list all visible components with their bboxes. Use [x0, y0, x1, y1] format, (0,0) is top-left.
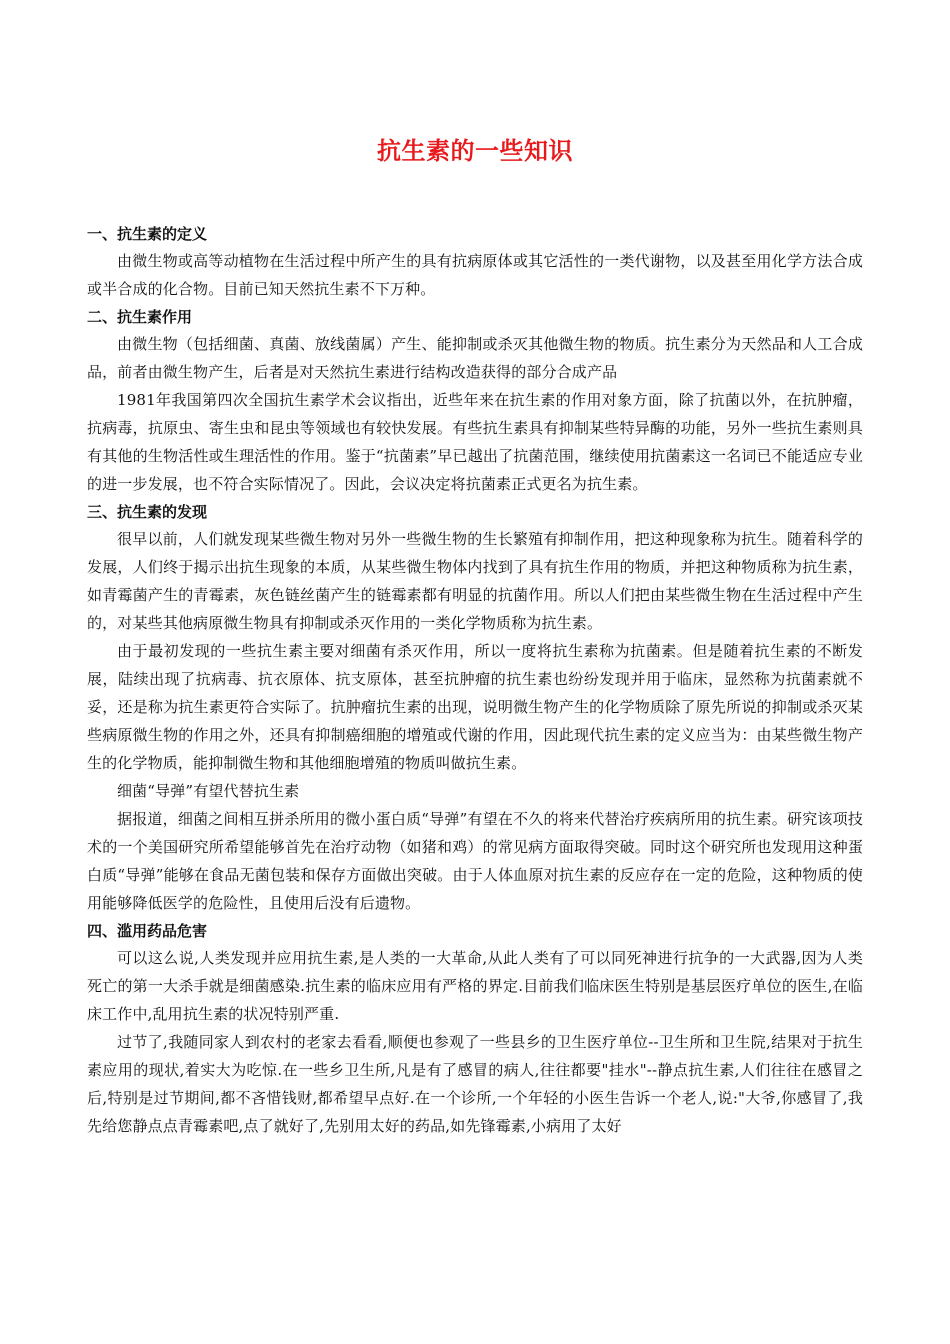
- paragraph: 由微生物（包括细菌、真菌、放线菌属）产生、能抑制或杀灭其他微生物的物质。抗生素分为天然品和人工合成品，前者由微生物产生，后者是对天然抗生素进行结构改造获得的部分合成产品: [87, 335, 863, 381]
- paragraph: 过节了,我随同家人到农村的老家去看看,顺便也参观了一些县乡的卫生医疗单位--卫生所和卫生院,结果对于抗生素应用的现状,着实大为吃惊.在一些乡卫生所,凡是有了感冒的病人,往往都要"挂水"--静点抗生素,人们往往在感冒之后,特别是过节期间,都不吝惜钱财,都希望早点好.在一个诊所,一个年轻的小医生告诉一个老人,说:"大爷,你感冒了,我先给您静点点青霉素吧,点了就好了,先别用太好的药品,如先锋霉素,小病用了太好: [87, 1033, 863, 1135]
- section-heading-abuse: 四、滥用药品危害: [87, 922, 208, 940]
- paragraph: 据报道，细菌之间相互拼杀所用的微小蛋白质“导弹”有望在不久的将来代替治疗疾病所用的抗生素。研究该项技术的一个美国研究所希望能够首先在治疗动物（如猪和鸡）的常见病方面取得突破。同时这个研究所也发现用这种蛋白质“导弹”能够在食品无菌包装和保存方面做出突破。由于人体血原对抗生素的反应存在一定的危险，这种物质的使用能够降低医学的危险性，且使用后没有后遗物。: [87, 810, 863, 912]
- document-body: [87, 222, 863, 1140]
- paragraph: 很早以前，人们就发现某些微生物对另外一些微生物的生长繁殖有抑制作用，把这种现象称为抗生。随着科学的发展，人们终于揭示出抗生现象的本质，从某些微生物体内找到了具有抗生作用的物质，并把这种物质称为抗生素，如青霉菌产生的青霉素，灰色链丝菌产生的链霉素都有明显的抗菌作用。所以人们把由某些微生物在生活过程中产生的，对某些其他病原微生物具有抑制或杀灭作用的一类化学物质称为抗生素。: [87, 530, 863, 632]
- paragraph: 可以这么说,人类发现并应用抗生素,是人类的一大革命,从此人类有了可以同死神进行抗争的一大武器,因为人类死亡的第一大杀手就是细菌感染.抗生素的临床应用有严格的界定.目前我们临床医生特别是基层医疗单位的医生,在临床工作中,乱用抗生素的状况特别严重.: [87, 949, 863, 1023]
- subheading-paragraph: 细菌“导弹”有望代替抗生素: [117, 782, 300, 800]
- document-title: 抗生素的一些知识: [377, 137, 573, 165]
- paragraph: 由微生物或高等动植物在生活过程中所产生的具有抗病原体或其它活性的一类代谢物，以及甚至用化学方法合成或半合成的化合物。目前已知天然抗生素不下万种。: [87, 252, 863, 298]
- section-heading-discovery: 三、抗生素的发现: [87, 503, 208, 521]
- section-heading-definition: 一、抗生素的定义: [87, 225, 208, 243]
- paragraph: 1981年我国第四次全国抗生素学术会议指出，近些年来在抗生素的作用对象方面，除了抗菌以外，在抗肿瘤，抗病毒，抗原虫、寄生虫和昆虫等领域也有较快发展。有些抗生素具有抑制某些特异酶的功能，另外一些抗生素则具有其他的生物活性或生理活性的作用。鉴于“抗菌素”早已越出了抗菌范围，继续使用抗菌素这一名词已不能适应专业的进一步发展，也不符合实际情况了。因此，会议决定将抗菌素正式更名为抗生素。: [87, 391, 863, 493]
- section-heading-function: 二、抗生素作用: [87, 308, 193, 326]
- paragraph: 由于最初发现的一些抗生素主要对细菌有杀灭作用，所以一度将抗生素称为抗菌素。但是随着抗生素的不断发展，陆续出现了抗病毒、抗衣原体、抗支原体，甚至抗肿瘤的抗生素也纷纷发现并用于临床，显然称为抗菌素就不妥，还是称为抗生素更符合实际了。抗肿瘤抗生素的出现，说明微生物产生的化学物质除了原先所说的抑制或杀灭某些病原微生物的作用之外，还具有抑制癌细胞的增殖或代谢的作用，因此现代抗生素的定义应当为：由某些微生物产生的化学物质，能抑制微生物和其他细胞增殖的物质叫做抗生素。: [87, 642, 863, 772]
